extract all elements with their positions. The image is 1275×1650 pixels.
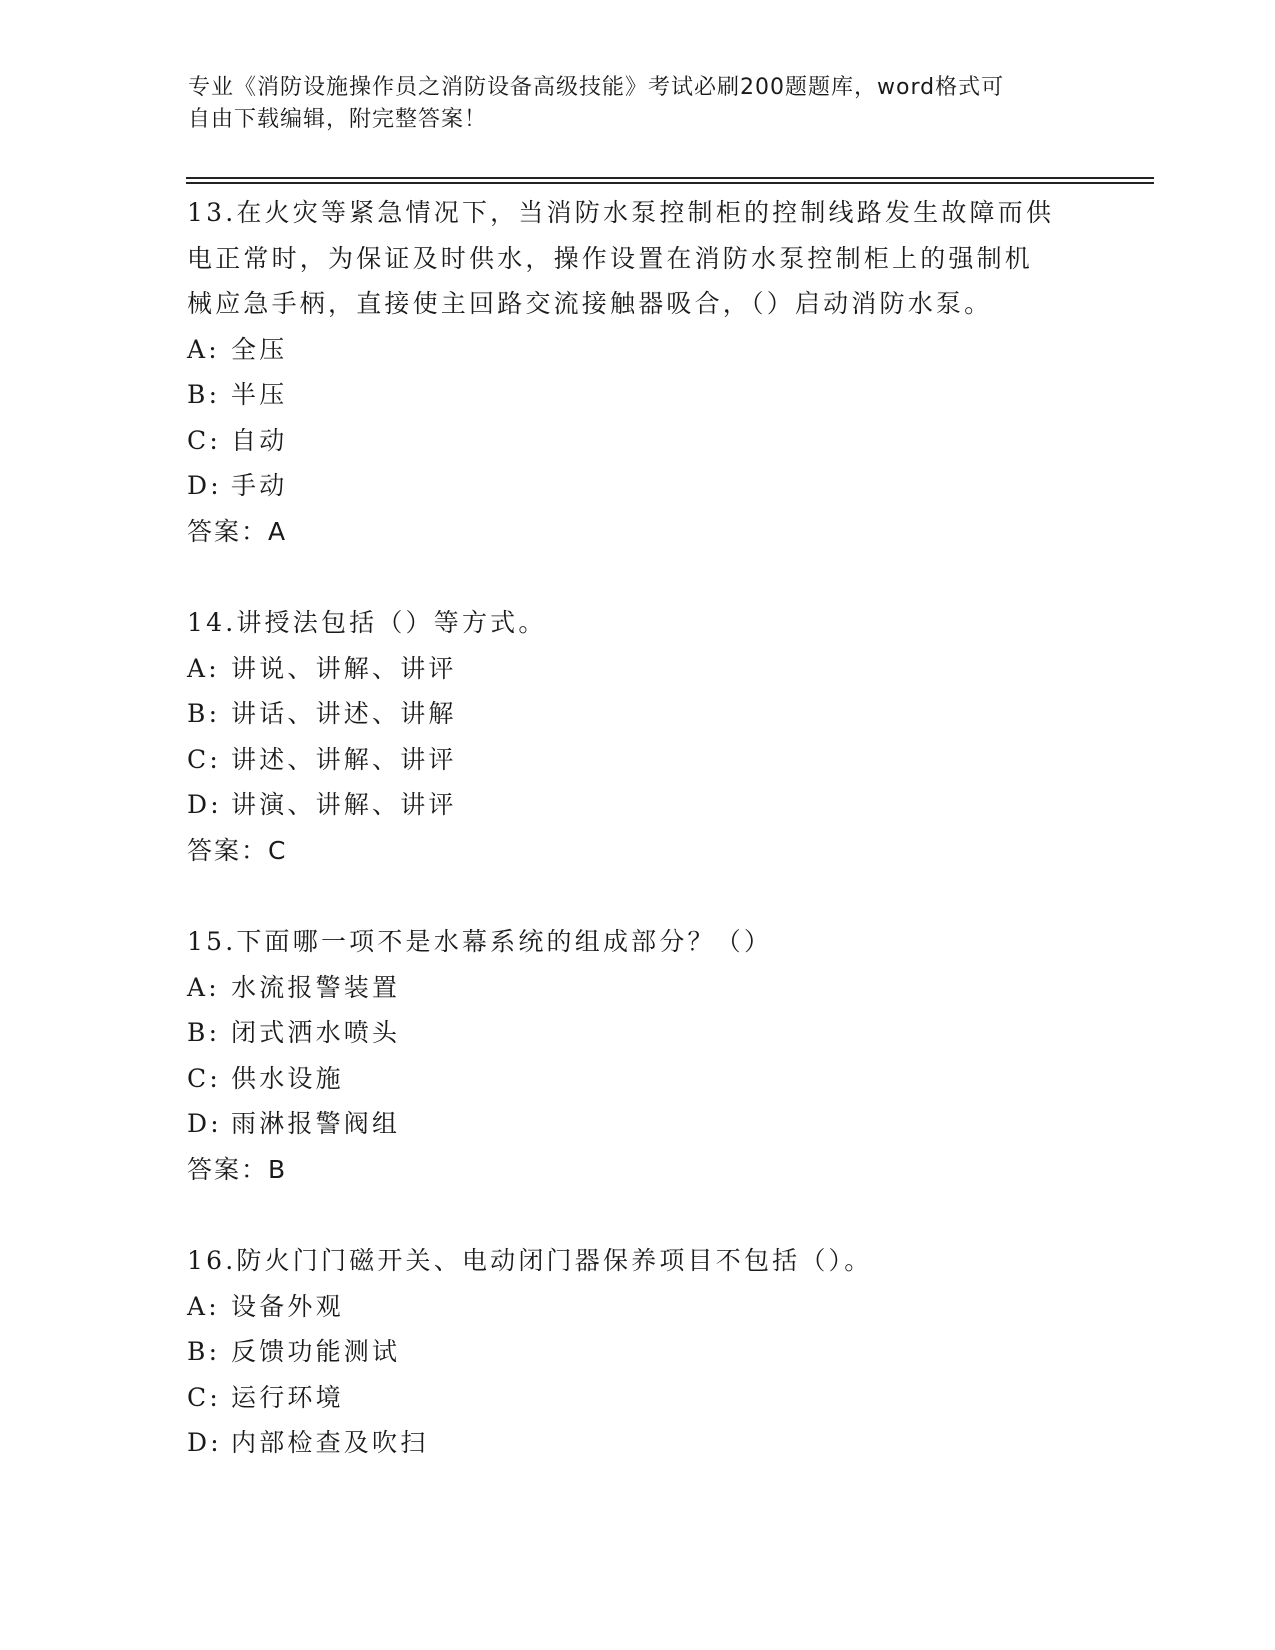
- header-divider-bottom: [186, 182, 1154, 184]
- option-d: [187, 1420, 1087, 1466]
- question-15: [187, 919, 1087, 1192]
- option-a: [187, 965, 1087, 1011]
- answer-line: 答案：B: [187, 1154, 288, 1184]
- option-text: 自动: [231, 425, 288, 455]
- option-text: 半压: [231, 380, 288, 409]
- option-d: [187, 1101, 1087, 1147]
- question-stem: [187, 1238, 1087, 1284]
- option-key: A:: [187, 1291, 220, 1321]
- option-text: 全压: [231, 334, 288, 364]
- option-key: D:: [187, 1428, 222, 1457]
- stem-line: 14.讲授法包括（）等方式。: [187, 608, 547, 637]
- stem-line: 16.防火门门磁开关、电动闭门器保养项目不包括（）。: [187, 1246, 873, 1275]
- header-line: 专业《消防设施操作员之消防设备高级技能》考试必刷200题题库，word格式可: [188, 75, 1005, 100]
- option-key: C:: [187, 744, 221, 774]
- option-d: [187, 782, 1087, 828]
- option-key: A:: [187, 972, 220, 1002]
- option-text: 内部检查及吹扫: [231, 1428, 429, 1457]
- option-text: 供水设施: [231, 1063, 344, 1093]
- option-c: [187, 1056, 1087, 1102]
- stem-line: 15.下面哪一项不是水幕系统的组成部分？（）: [187, 927, 773, 956]
- option-key: A:: [187, 653, 220, 683]
- option-key: B:: [187, 699, 221, 728]
- stem-line: 13.在火灾等紧急情况下，当消防水泵控制柜的控制线路发生故障而供: [187, 198, 1055, 227]
- question-16: [187, 1238, 1087, 1466]
- header-divider-top: [186, 177, 1154, 179]
- option-d: [187, 463, 1087, 509]
- option-a: [187, 646, 1087, 692]
- header-line: 自由下载编辑，附完整答案！: [188, 107, 488, 132]
- option-key: C:: [187, 425, 221, 455]
- option-c: [187, 418, 1087, 464]
- option-key: D:: [187, 790, 222, 819]
- stem-line: 电正常时，为保证及时供水，操作设置在消防水泵控制柜上的强制机: [187, 243, 1034, 273]
- option-b: [187, 1329, 1087, 1375]
- question-stem: [187, 919, 1087, 965]
- option-text: 闭式洒水喷头: [231, 1018, 401, 1047]
- option-text: 讲说、讲解、讲评: [231, 653, 457, 683]
- option-text: 反馈功能测试: [231, 1337, 401, 1366]
- option-key: C:: [187, 1382, 221, 1412]
- question-13: [187, 190, 1087, 554]
- option-b: [187, 1010, 1087, 1056]
- question-14: [187, 600, 1087, 873]
- option-key: D:: [187, 1109, 222, 1138]
- option-key: A:: [187, 334, 220, 364]
- option-a: [187, 1284, 1087, 1330]
- option-text: 讲演、讲解、讲评: [231, 790, 457, 819]
- option-key: B:: [187, 1018, 221, 1047]
- question-list: [187, 190, 1087, 1512]
- option-a: [187, 327, 1087, 373]
- option-text: 讲话、讲述、讲解: [231, 699, 457, 728]
- question-stem: [187, 190, 1087, 327]
- option-key: B:: [187, 380, 221, 409]
- option-text: 讲述、讲解、讲评: [231, 744, 457, 774]
- option-c: [187, 737, 1087, 783]
- option-text: 手动: [231, 471, 288, 500]
- question-stem: [187, 600, 1087, 646]
- option-b: [187, 691, 1087, 737]
- option-key: B:: [187, 1337, 221, 1366]
- option-c: [187, 1375, 1087, 1421]
- answer-line: 答案：C: [187, 835, 288, 865]
- document-header: [188, 72, 1068, 136]
- stem-line: 械应急手柄，直接使主回路交流接触器吸合，（）启动消防水泵。: [187, 289, 993, 318]
- option-key: C:: [187, 1063, 221, 1093]
- option-text: 雨淋报警阀组: [231, 1109, 401, 1138]
- option-text: 运行环境: [231, 1382, 344, 1412]
- option-text: 设备外观: [231, 1291, 344, 1321]
- answer-line: 答案：A: [187, 516, 288, 546]
- option-key: D:: [187, 471, 222, 500]
- option-b: [187, 372, 1087, 418]
- option-text: 水流报警装置: [231, 972, 401, 1002]
